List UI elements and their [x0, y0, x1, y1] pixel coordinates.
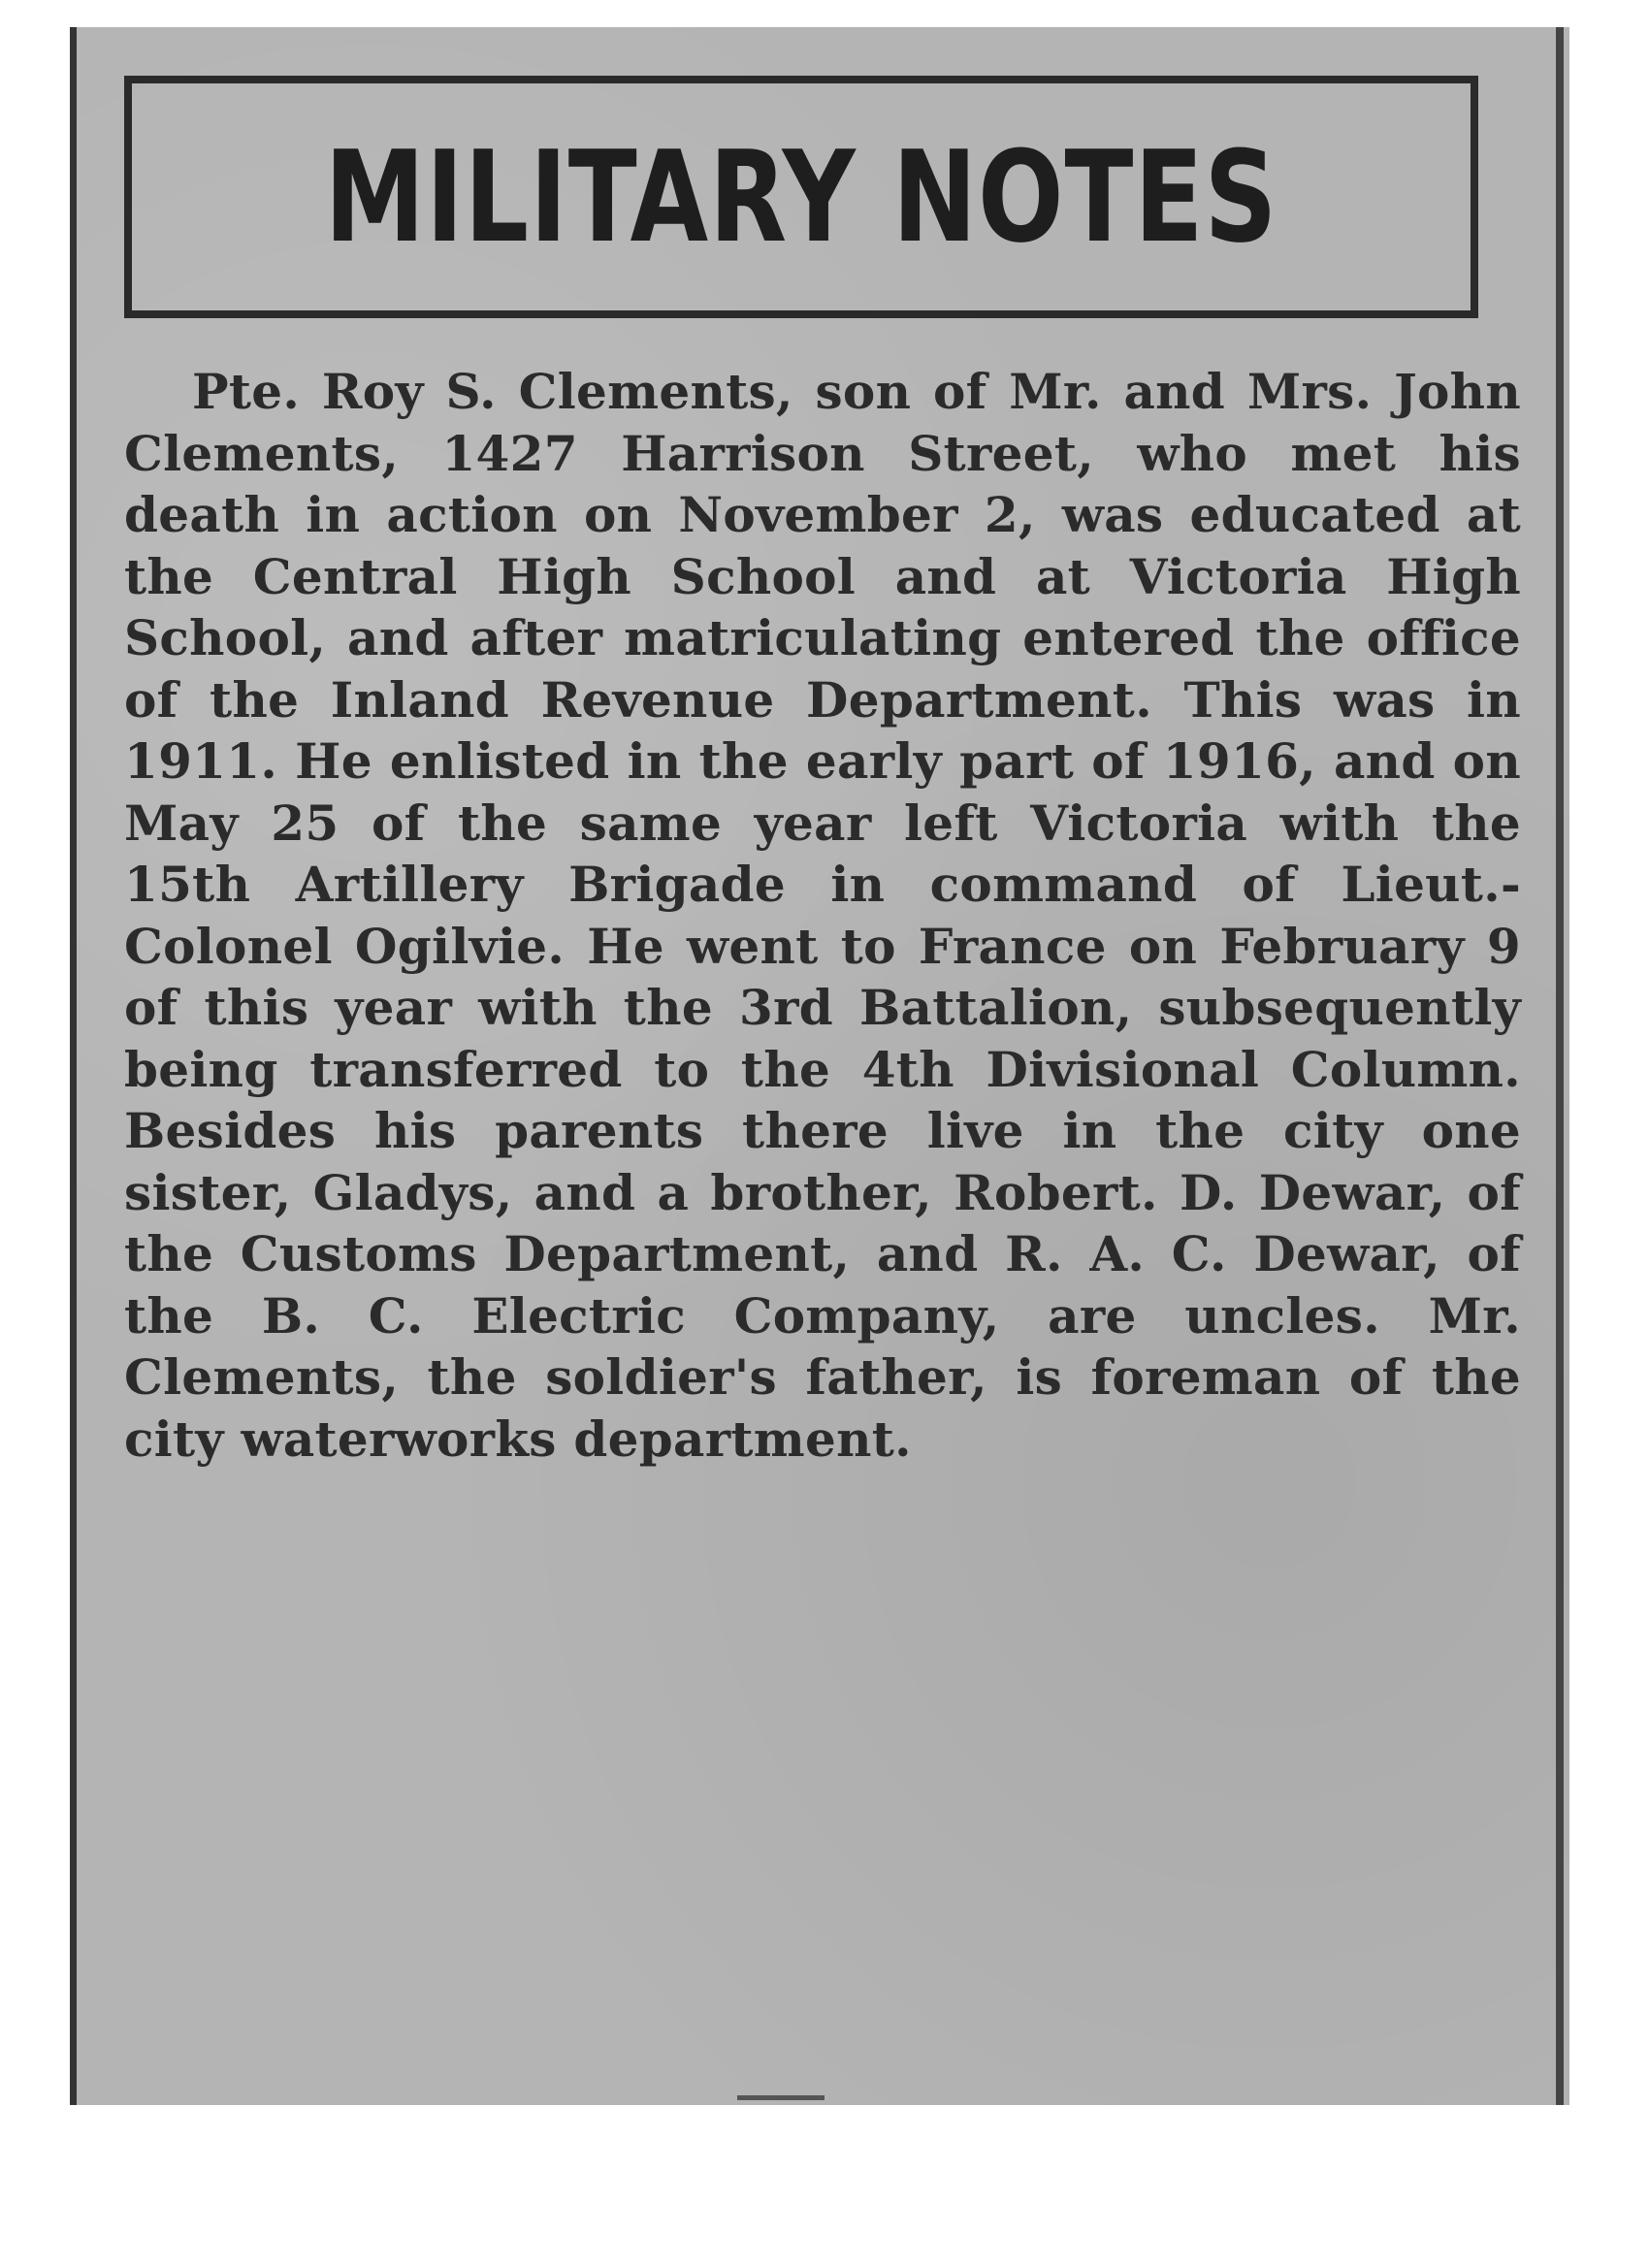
- article-body: Pte. Roy S. Clements, son of Mr. and Mrs. John Clements, 1427 Harrison Street, who met his death in action on November 2, was educated at the Central High School and at Victoria High School, and after matriculating entered the office of the Inland Revenue Department. This was in 1911. He enlisted in the early part of 1916, and on May 25 of the same year left Victoria with the 15th Artillery Brigade in command of Lieut.-Colonel Ogilvie. He went to France on February 9 of this year with the 3rd Battalion, subsequently being transferred to the 4th Divisional Column. Besides his parents there live in the city one sister, Gladys, and a brother, Robert. D. Dewar, of the Customs Department, and R. A. C. Dewar, of the B. C. Electric Company, are uncles. Mr. Clements, the soldier's father, is foreman of the city waterworks department.: [124, 363, 1521, 1468]
- column-rule-left: [70, 27, 77, 2105]
- headline: MILITARY NOTES: [324, 122, 1278, 272]
- headline-box: [124, 76, 1478, 318]
- column-rule-right: [1556, 27, 1564, 2105]
- bottom-rule: [737, 2095, 824, 2100]
